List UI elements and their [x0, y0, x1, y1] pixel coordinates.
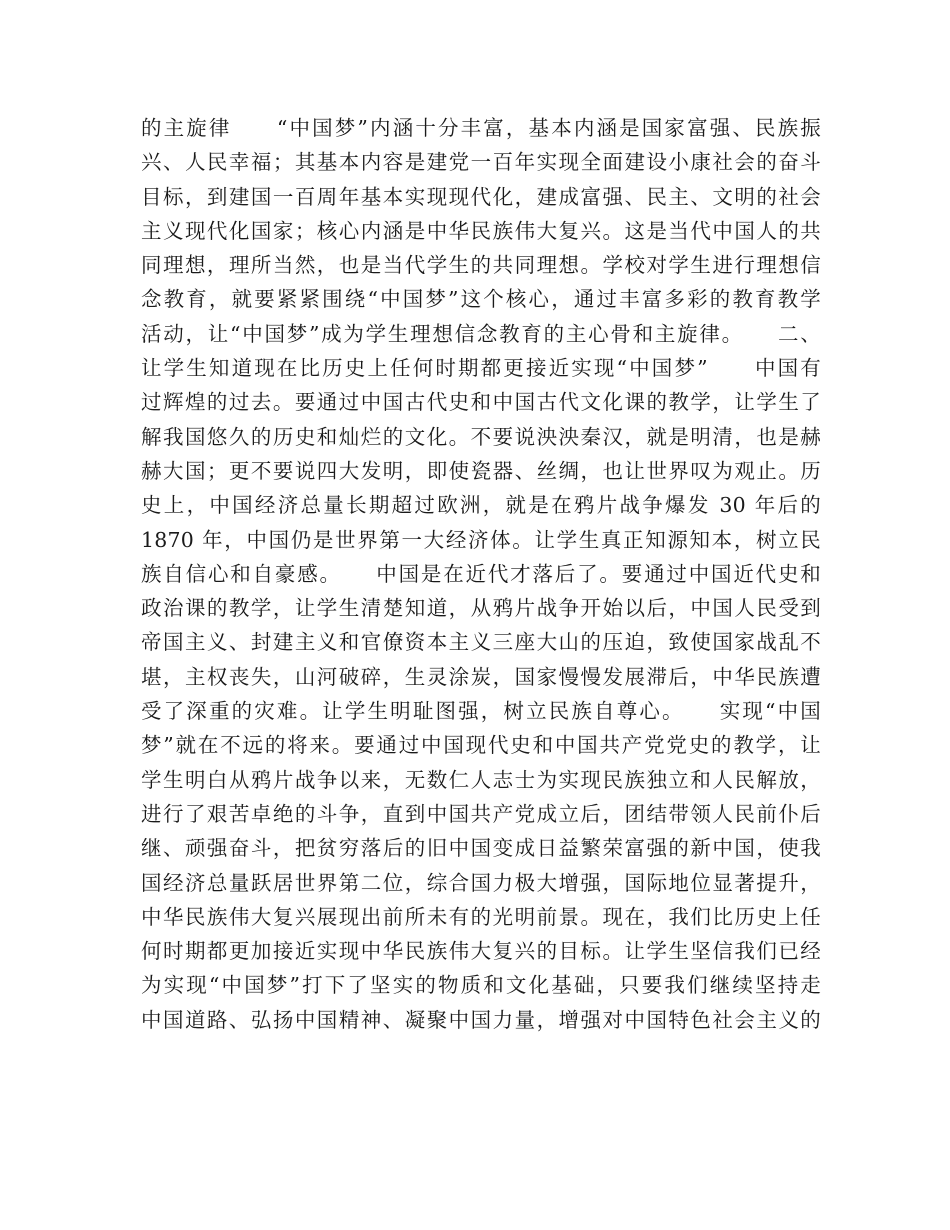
text-line: 目标，到建国一百周年基本实现现代化，建成富强、民主、文明的社会 — [141, 184, 821, 209]
text-line: 解我国悠久的历史和灿烂的文化。不要说泱泱秦汉，就是明清，也是赫 — [141, 424, 821, 449]
text-line: 兴、人民幸福；其基本内容是建党一百年实现全面建设小康社会的奋斗 — [141, 150, 821, 175]
text-line: 学生明白从鸦片战争以来，无数仁人志士为实现民族独立和人民解放， — [141, 767, 821, 792]
text-line: 过辉煌的过去。要通过中国古代史和中国古代文化课的教学，让学生了 — [141, 390, 821, 415]
text-line: 何时期都更加接近实现中华民族伟大复兴的目标。让学生坚信我们已经 — [141, 939, 821, 964]
text-line: 1870 年，中国仍是世界第一大经济体。让学生真正知源知本，树立民 — [141, 527, 821, 552]
text-line: 继、顽强奋斗，把贫穷落后的旧中国变成日益繁荣富强的新中国，使我 — [141, 836, 821, 861]
text-line: 受了深重的灾难。让学生明耻图强，树立民族自尊心。 实现“中国 — [141, 699, 821, 724]
text-line: 政治课的教学，让学生清楚知道，从鸦片战争开始以后，中国人民受到 — [141, 596, 821, 621]
text-line: 为实现“中国梦”打下了坚实的物质和文化基础，只要我们继续坚持走 — [141, 973, 821, 998]
body-text — [141, 111, 821, 1037]
text-line: 让学生知道现在比历史上任何时期都更接近实现“中国梦” 中国有 — [141, 356, 821, 381]
text-line: 同理想，理所当然，也是当代学生的共同理想。学校对学生进行理想信 — [141, 253, 821, 278]
text-line: 梦”就在不远的将来。要通过中国现代史和中国共产党党史的教学，让 — [141, 733, 821, 758]
text-line: 活动，让“中国梦”成为学生理想信念教育的主心骨和主旋律。 二、 — [141, 321, 821, 346]
text-line: 史上，中国经济总量长期超过欧洲，就是在鸦片战争爆发 30 年后的 — [141, 493, 821, 518]
text-line: 赫大国；更不要说四大发明，即使瓷器、丝绸，也让世界叹为观止。历 — [141, 458, 821, 483]
text-line: 族自信心和自豪感。 中国是在近代才落后了。要通过中国近代史和 — [141, 561, 821, 586]
text-line: 中国道路、弘扬中国精神、凝聚中国力量，增强对中国特色社会主义的 — [141, 1007, 821, 1032]
text-line: 中华民族伟大复兴展现出前所未有的光明前景。现在，我们比历史上任 — [141, 904, 821, 929]
text-line: 的主旋律 “中国梦”内涵十分丰富，基本内涵是国家富强、民族振 — [141, 116, 821, 140]
text-line: 念教育，就要紧紧围绕“中国梦”这个核心，通过丰富多彩的教育教学 — [141, 287, 821, 312]
text-line: 主义现代化国家；核心内涵是中华民族伟大复兴。这是当代中国人的共 — [141, 218, 821, 243]
text-line: 堪，主权丧失，山河破碎，生灵涂炭，国家慢慢发展滞后，中华民族遭 — [141, 664, 821, 689]
text-line: 进行了艰苦卓绝的斗争，直到中国共产党成立后，团结带领人民前仆后 — [141, 801, 821, 826]
text-line: 帝国主义、封建主义和官僚资本主义三座大山的压迫，致使国家战乱不 — [141, 630, 821, 655]
text-line: 国经济总量跃居世界第二位，综合国力极大增强，国际地位显著提升， — [141, 870, 821, 895]
